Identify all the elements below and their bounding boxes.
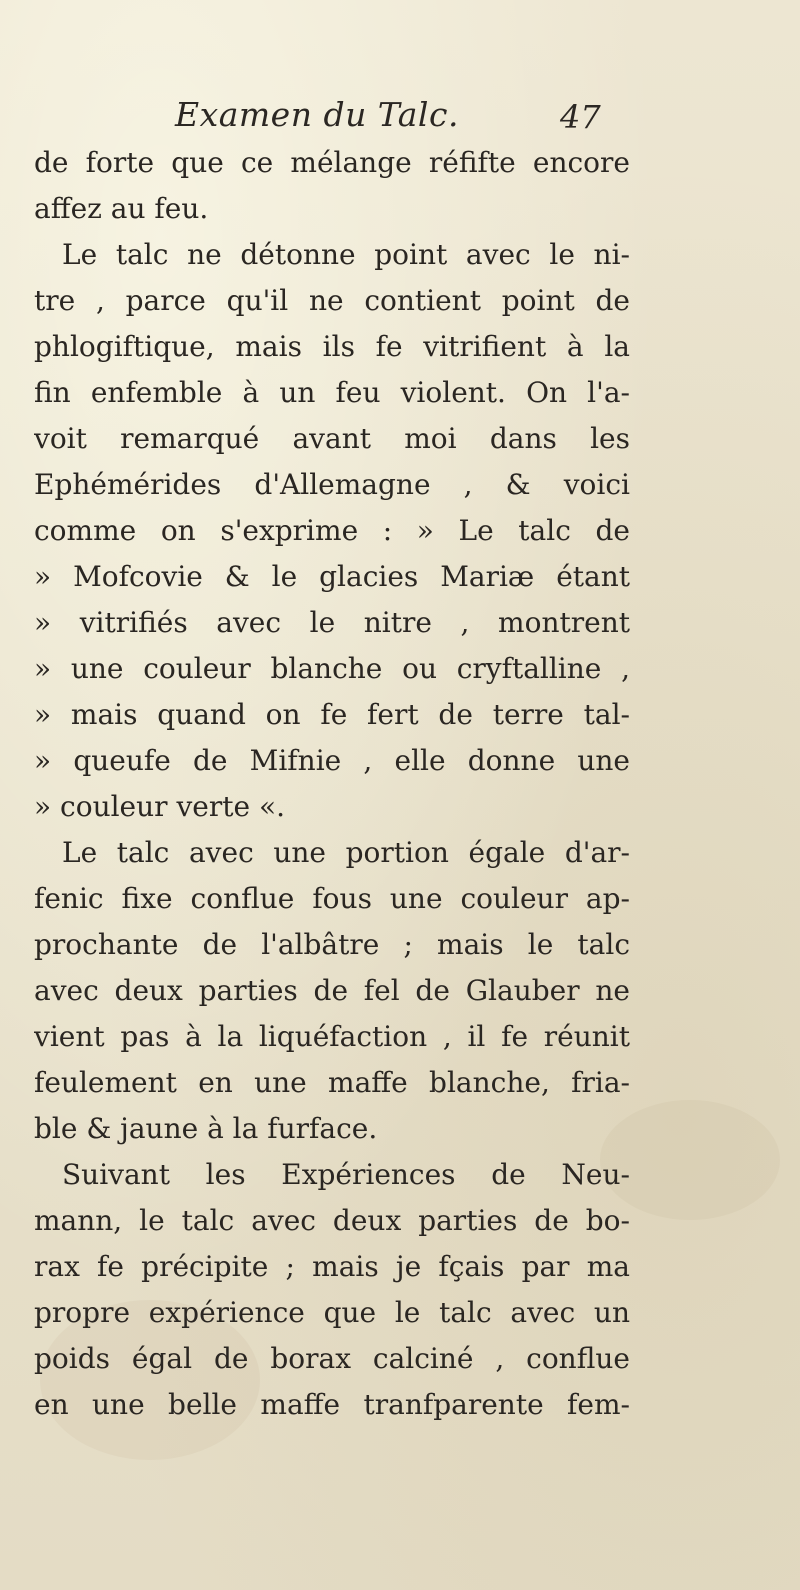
text-line: comme on s'exprime : » Le talc de <box>34 514 630 547</box>
text-line: affez au feu. <box>34 192 209 225</box>
running-title: Examen du Talc. <box>175 95 459 134</box>
text-line: » une couleur blanche ou cryftalline , <box>34 652 630 685</box>
text-line: » Mofcovie & le glacies Mariæ étant <box>34 560 630 593</box>
text-line: prochante de l'albâtre ; mais le talc <box>34 928 630 961</box>
text-line: fin enfemble à un feu violent. On l'a- <box>34 376 630 409</box>
text-line: poids égal de borax calciné , conflue <box>34 1342 630 1375</box>
text-line: Le talc ne détonne point avec le ni- <box>62 238 630 271</box>
text-line: Suivant les Expériences de Neu- <box>62 1158 630 1191</box>
text-line: fenic fixe conflue fous une couleur ap- <box>34 882 630 915</box>
text-line: en une belle maffe tranfparente fem- <box>34 1388 630 1421</box>
text-line: ble & jaune à la furface. <box>34 1112 378 1145</box>
text-line: » vitrifiés avec le nitre , montrent <box>34 606 630 639</box>
text-line: vient pas à la liquéfaction , il fe réunit <box>34 1020 630 1053</box>
text-line: phlogiftique, mais ils fe vitrifient à la <box>34 330 630 363</box>
text-line: » mais quand on fe fert de terre tal- <box>34 698 630 731</box>
page-number: 47 <box>560 98 601 136</box>
text-line: propre expérience que le talc avec un <box>34 1296 630 1329</box>
text-line: rax fe précipite ; mais je fçais par ma <box>34 1250 630 1283</box>
text-line: tre , parce qu'il ne contient point de <box>34 284 630 317</box>
text-line: de forte que ce mélange réfifte encore <box>34 146 630 179</box>
body-text <box>34 140 630 1428</box>
text-line: avec deux parties de fel de Glauber ne <box>34 974 630 1007</box>
text-line: mann, le talc avec deux parties de bo- <box>34 1204 630 1237</box>
text-line: » queufe de Mifnie , elle donne une <box>34 744 630 777</box>
text-line: » couleur verte «. <box>34 790 285 823</box>
text-line: voit remarqué avant moi dans les <box>34 422 630 455</box>
text-line: feulement en une maffe blanche, fria- <box>34 1066 630 1099</box>
text-line: Ephémérides d'Allemagne , & voici <box>34 468 630 501</box>
text-line: Le talc avec une portion égale d'ar- <box>62 836 630 869</box>
